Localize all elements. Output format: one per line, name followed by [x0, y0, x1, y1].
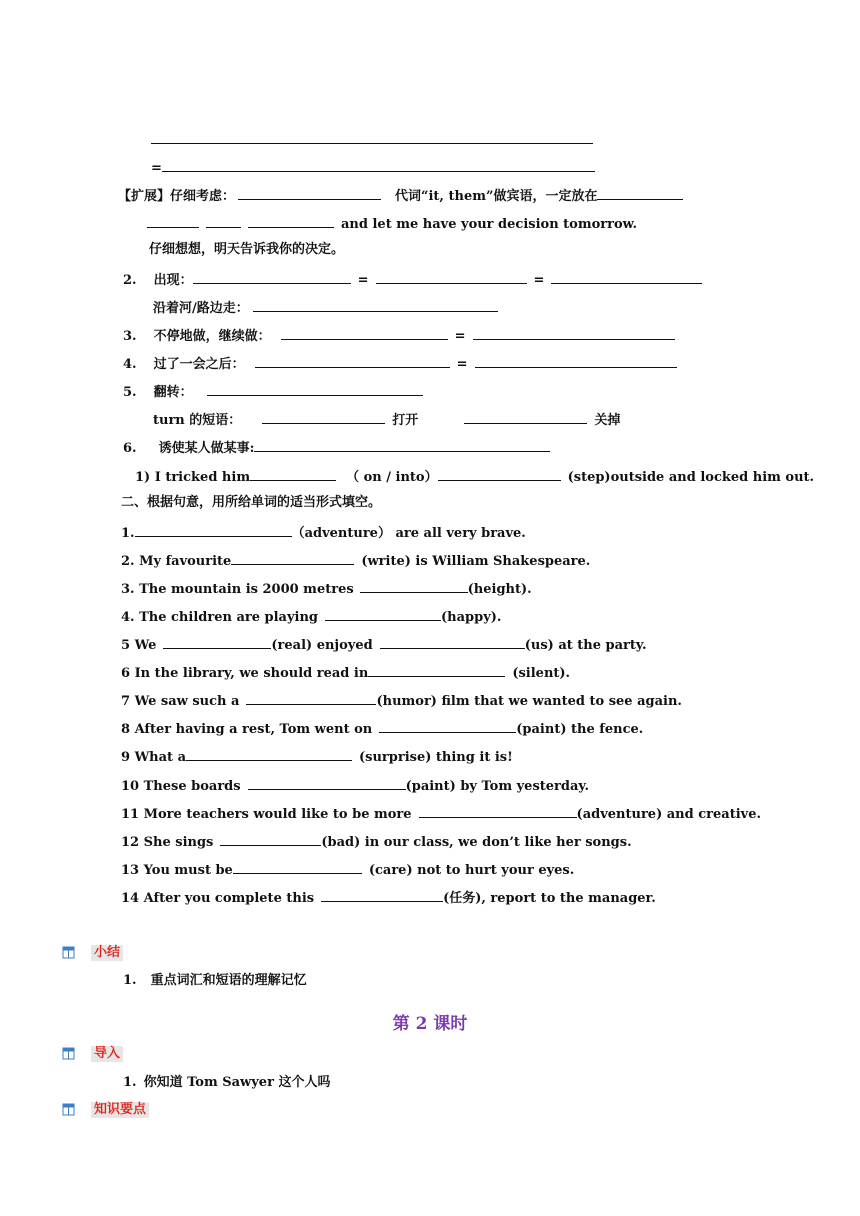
question-text: (height).	[467, 582, 532, 597]
equals-sign: =	[533, 273, 545, 288]
question-text: 4. The children are playing	[121, 610, 319, 625]
key-points-section	[91, 1102, 149, 1118]
question-text: (paint) by Tom yesterday.	[405, 779, 589, 794]
item-number: 2.	[123, 273, 137, 288]
equals-line-row	[151, 158, 595, 177]
answer-blank[interactable]	[207, 382, 423, 396]
book-icon	[62, 946, 75, 959]
question-text: 5 We	[121, 638, 157, 653]
summary-section	[91, 945, 123, 961]
question-text: (humor) film that we wanted to see again.	[376, 694, 682, 709]
answer-blank[interactable]	[238, 186, 381, 200]
summary-item	[123, 973, 307, 989]
q8-row	[121, 719, 643, 738]
expand-translation: 仔细想想，明天告诉我你的决定。	[149, 242, 345, 257]
answer-blank[interactable]	[248, 776, 406, 790]
question-text: (happy).	[441, 610, 502, 625]
intro-item	[123, 1075, 330, 1091]
answer-blank[interactable]	[162, 158, 595, 172]
question-text: 9 What a	[121, 750, 186, 765]
q7-row	[121, 691, 682, 710]
question-text: 13 You must be	[121, 863, 233, 878]
question-text: 2. My favourite	[121, 554, 232, 569]
item-2-sub-row	[153, 298, 498, 317]
q12-row	[121, 832, 632, 851]
q2-row	[121, 551, 590, 570]
item-6-row	[123, 438, 550, 457]
equals-sign: =	[151, 161, 162, 176]
q5-row	[121, 635, 646, 654]
question-text: (surprise) thing it is!	[359, 750, 513, 765]
answer-blank[interactable]	[262, 410, 385, 424]
expand-row	[118, 186, 683, 205]
answer-blank[interactable]	[321, 888, 443, 902]
question-text: 12 She sings	[121, 835, 214, 850]
answer-blank[interactable]	[325, 607, 441, 621]
item-number: 3.	[123, 329, 137, 344]
answer-blank[interactable]	[233, 860, 362, 874]
answer-blank[interactable]	[379, 719, 516, 733]
question-text: (paint) the fence.	[516, 722, 644, 737]
answer-blank[interactable]	[253, 298, 498, 312]
item-6-example	[135, 467, 814, 486]
q6-row	[121, 663, 570, 682]
item-label: 翻转：	[153, 385, 193, 400]
q3-row	[121, 579, 532, 598]
answer-blank[interactable]	[255, 354, 450, 368]
question-text: 6 In the library, we should read in	[121, 666, 369, 681]
item-label: turn 的短语：	[153, 413, 242, 428]
answer-blank[interactable]	[368, 663, 505, 677]
answer-blank[interactable]	[380, 635, 525, 649]
answer-blank[interactable]	[248, 214, 334, 228]
key-points-label: 知识要点	[91, 1102, 149, 1118]
q10-row	[121, 776, 589, 795]
book-icon	[62, 1047, 75, 1060]
item-number: 6.	[123, 441, 137, 456]
item-number: 5.	[123, 385, 137, 400]
close-label: 关掉	[594, 413, 621, 428]
question-text: （adventure） are all very brave.	[291, 526, 526, 541]
item-3-row	[123, 326, 675, 345]
part2-heading: 二、根据句意，用所给单词的适当形式填空。	[121, 495, 382, 510]
question-text: (real) enjoyed	[271, 638, 373, 653]
answer-blank[interactable]	[220, 832, 321, 846]
question-text: (silent).	[512, 666, 571, 681]
answer-blank[interactable]	[360, 579, 468, 593]
answer-blank[interactable]	[186, 747, 352, 761]
item-5-row	[123, 382, 423, 401]
question-text: (us) at the party.	[524, 638, 647, 653]
answer-line[interactable]	[151, 143, 593, 144]
question-text: (write) is William Shakespeare.	[361, 554, 591, 569]
item-number: 1.	[123, 973, 137, 988]
answer-blank[interactable]	[147, 214, 199, 228]
item-4-row	[123, 354, 677, 373]
q4-row	[121, 607, 501, 626]
example-choice: （ on / into）	[346, 470, 438, 485]
answer-blank[interactable]	[376, 270, 527, 284]
answer-blank[interactable]	[475, 354, 677, 368]
summary-text: 重点词汇和短语的理解记忆	[150, 973, 307, 988]
question-text: 14 After you complete this	[121, 891, 315, 906]
equals-sign: =	[456, 357, 468, 372]
summary-label: 小结	[91, 945, 123, 961]
open-label: 打开	[392, 413, 419, 428]
question-text: 8 After having a rest, Tom went on	[121, 722, 373, 737]
intro-section	[91, 1046, 123, 1062]
q11-row	[121, 804, 761, 823]
example-text: 1) I tricked him	[135, 470, 251, 485]
pronoun-note: 代词“it, them”做宾语，一定放在	[395, 189, 598, 204]
lesson-title: 第 2 课时	[392, 1014, 468, 1034]
answer-blank[interactable]	[438, 467, 561, 481]
expand-line2	[147, 214, 637, 233]
question-text: (care) not to hurt your eyes.	[368, 863, 575, 878]
answer-blank[interactable]	[193, 270, 351, 284]
item-label: 不停地做，继续做：	[153, 329, 271, 344]
item-label: 出现：	[153, 273, 193, 288]
answer-blank[interactable]	[551, 270, 702, 284]
expand-tail: and let me have your decision tomorrow.	[341, 217, 638, 232]
item-number: 4.	[123, 357, 137, 372]
q13-row	[121, 860, 574, 879]
q14-row	[121, 888, 656, 907]
question-text: 7 We saw such a	[121, 694, 240, 709]
intro-label: 导入	[91, 1046, 123, 1062]
question-text: 10 These boards	[121, 779, 241, 794]
answer-blank[interactable]	[419, 804, 577, 818]
equals-sign: =	[357, 273, 369, 288]
answer-blank[interactable]	[464, 410, 587, 424]
answer-blank[interactable]	[246, 691, 376, 705]
question-text: (adventure) and creative.	[576, 807, 761, 822]
question-text: (bad) in our class, we don’t like her songs.	[321, 835, 632, 850]
q9-row	[121, 747, 513, 766]
item-2-row	[123, 270, 702, 289]
answer-blank[interactable]	[281, 326, 448, 340]
question-number: 1.	[121, 526, 135, 541]
answer-blank[interactable]	[250, 467, 336, 481]
item-label: 过了一会之后：	[153, 357, 245, 372]
q1-row	[121, 523, 526, 542]
item-label: 诱使某人做某事:	[158, 441, 255, 456]
answer-blank[interactable]	[231, 551, 354, 565]
example-text: (step)outside and locked him out.	[567, 470, 815, 485]
book-icon	[62, 1103, 75, 1116]
answer-blank[interactable]	[135, 523, 292, 537]
intro-text: 你知道 Tom Sawyer 这个人吗	[143, 1075, 331, 1090]
answer-blank[interactable]	[206, 214, 241, 228]
answer-blank[interactable]	[597, 186, 683, 200]
answer-blank[interactable]	[254, 438, 550, 452]
item-number: 1.	[123, 1075, 137, 1090]
equals-sign: =	[454, 329, 466, 344]
answer-blank[interactable]	[473, 326, 675, 340]
answer-blank[interactable]	[163, 635, 271, 649]
question-text: 3. The mountain is 2000 metres	[121, 582, 354, 597]
expand-prefix: 【扩展】仔细考虑：	[118, 189, 236, 204]
item-label: 沿着河/路边走：	[153, 301, 249, 316]
turn-phrase-row	[153, 410, 620, 429]
question-text: (任务), report to the manager.	[443, 891, 656, 906]
question-text: 11 More teachers would like to be more	[121, 807, 412, 822]
